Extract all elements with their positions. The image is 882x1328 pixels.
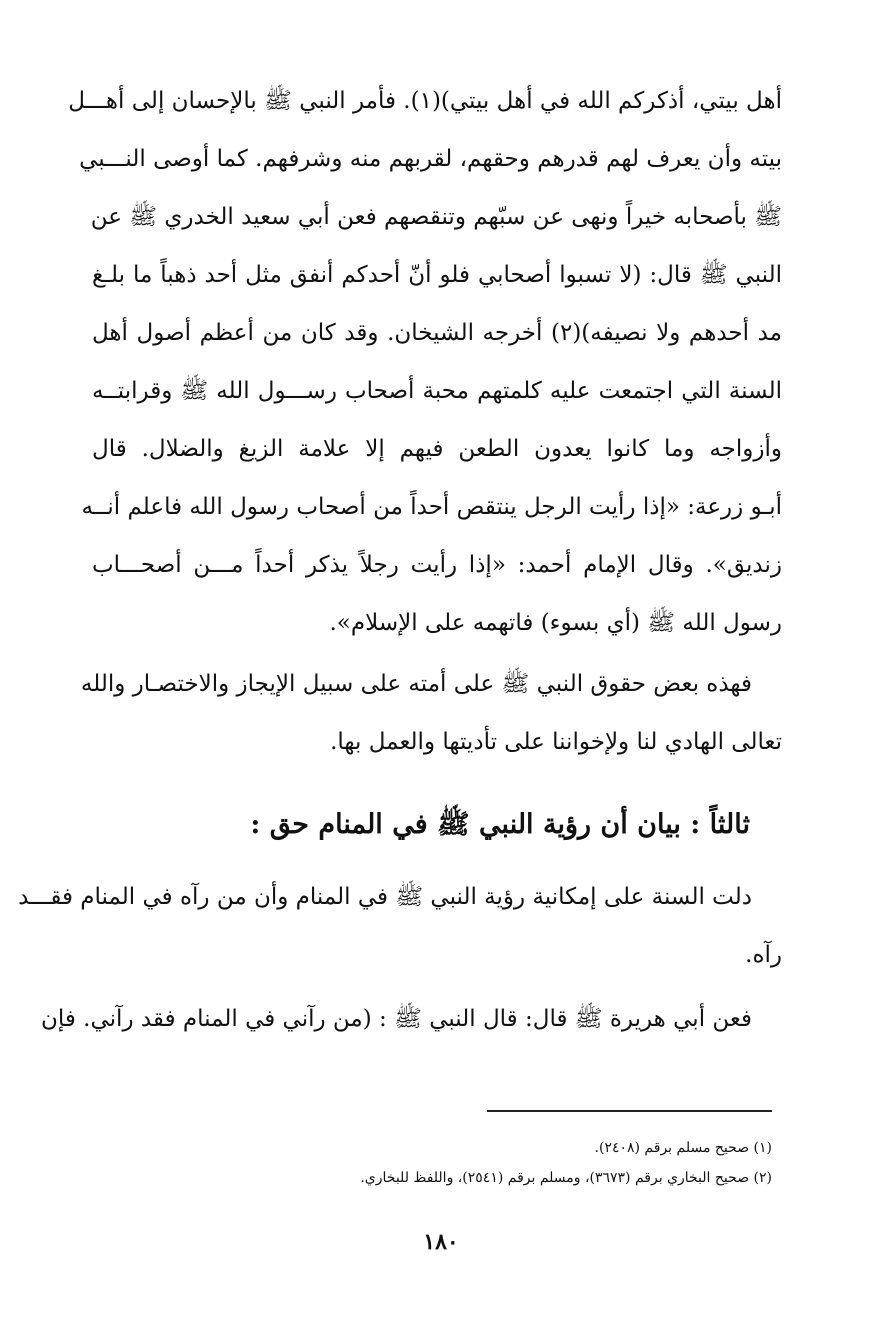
text-line: مد أحدهم ولا نصيفه)(٢) أخرجه الشيخان. وقد كان من أعظم أصول أهل xyxy=(92,320,782,346)
text-line: رسول الله ﷺ (أي بسوء) فاتهمه على الإسلام». xyxy=(329,610,782,636)
section-heading: ثالثاً : بيان أن رؤية النبي ﷺ في المنام حق : xyxy=(250,809,750,840)
text-line: النبي ﷺ قال: (لا تسبوا أصحابي فلو أنّ أحدكم أنفق مثل أحد ذهباً ما بلـغ xyxy=(92,262,782,288)
footnote-item: (٢) صحيح البخاري برقم (٣٦٧٣)، ومسلم برقم (٢٥٤١)، واللفظ للبخاري. xyxy=(360,1170,772,1186)
footnote-item: (١) صحيح مسلم برقم (٢٤٠٨). xyxy=(594,1140,772,1156)
text-line: دلت السنة على إمكانية رؤية النبي ﷺ في المنام وأن من رآه في المنام فقـــد xyxy=(18,884,752,910)
paragraph-hadith xyxy=(40,990,782,1048)
page-number: ١٨٠ xyxy=(423,1229,459,1255)
text-line: أهل بيتي، أذكركم الله في أهل بيتي)(١). فأمر النبي ﷺ بالإحسان إلى أهـــل xyxy=(68,88,782,114)
paragraph-summary xyxy=(80,655,782,771)
footnotes xyxy=(272,1133,772,1193)
text-line: زنديق». وقال الإمام أحمد: «إذا رأيت رجلاً يذكر أحداً مـــن أصحـــاب xyxy=(92,552,782,578)
paragraph-companions xyxy=(68,72,782,652)
text-line: بيته وأن يعرف لهم قدرهم وحقهم، لقربهم منه وشرفهم. كما أوصى النـــبي xyxy=(79,146,782,172)
text-line: أبـو زرعة: «إذا رأيت الرجل ينتقص أحداً من أصحاب رسول الله فاعلم أنــه xyxy=(81,494,782,520)
paragraph-dream-vision xyxy=(18,868,782,984)
text-line: ﷺ بأصحابه خيراً ونهى عن سبّهم وتنقصهم فعن أبي سعيد الخدري ﷺ عن xyxy=(90,204,782,230)
footnote-divider xyxy=(487,1110,772,1112)
text-line: رآه. xyxy=(745,942,782,968)
text-line: فهذه بعض حقوق النبي ﷺ على أمته على سبيل الإيجاز والاختصـار والله xyxy=(80,671,752,697)
text-line: تعالى الهادي لنا ولإخواننا على تأديتها والعمل بها. xyxy=(330,729,782,755)
text-line: وأزواجه وما كانوا يعدون الطعن فيهم إلا علامة الزيغ والضلال. قال xyxy=(92,436,782,462)
text-line: فعن أبي هريرة ﷺ قال: قال النبي ﷺ : (من رآني في المنام فقد رآني. فإن xyxy=(40,1006,752,1032)
text-line: السنة التي اجتمعت عليه كلمتهم محبة أصحاب رســـول الله ﷺ وقرابتــه xyxy=(92,378,782,404)
